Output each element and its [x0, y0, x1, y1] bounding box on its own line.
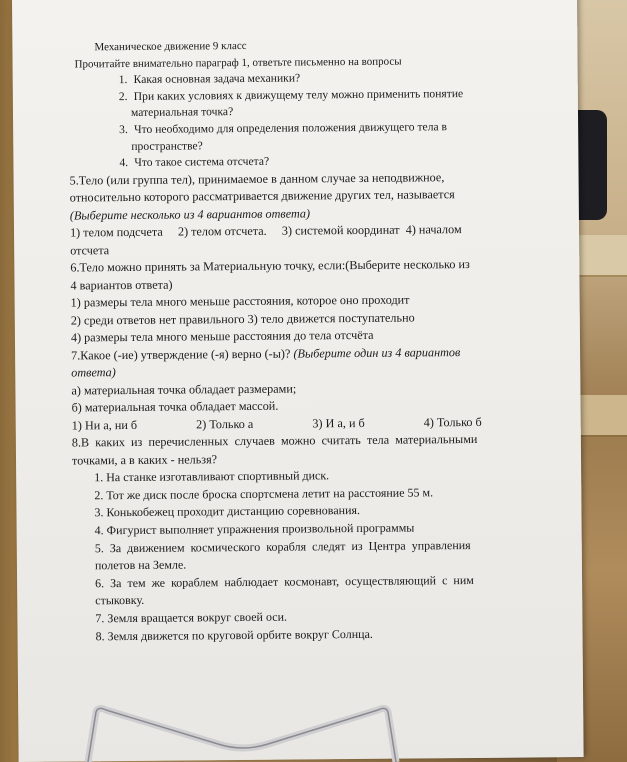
paper-holder-stand — [78, 700, 408, 762]
options: 1) Ни а, ни б 2) Только а 3) И а, и б 4) Только б — [71, 414, 482, 433]
paper-sheet — [12, 0, 584, 762]
question-8: 8.В каких из перечисленных случаев можно считать тела материальными точками, а в каких - нельзя? 1. На станке изготавливают спортивный диск. 2. Тот же диск после броска спортсмена летит на расстояние 55 м. 3. Конькобежец проходит дистанцию соревнования. 4. Фигурист выполняет упражнения произвольной программы 5. За движением космического корабля следят из Центра управления полетов на Земле. 6. За тем же кораблем наблюдает космонавт, осуществляющий с ним стыковку. 7. Земля вращается вокруг своей оси. 8. Земля движется по круговой орбите вокруг Солнца. — [72, 431, 544, 646]
list-item: 3. Конькобежец проходит дистанцию соревнования. — [94, 503, 361, 520]
list-item: 1. На станке изготавливают спортивный диск. — [94, 468, 330, 485]
hint: (Выберите несколько из 4 вариантов ответа) — [69, 206, 311, 223]
question-list — [69, 69, 540, 173]
question-item: 3. Что необходимо для определения положения движущего тела в — [119, 120, 448, 137]
list-item: 8. Земля движется по круговой орбите вокруг Солнца. — [95, 626, 373, 643]
list-item: 4. Фигурист выполняет упражнения произвольной программы — [94, 520, 415, 538]
question-5: 5.Тело (или группа тел), принимаемое в данном случае за неподвижное, относительно которого рассматривается движение других тел, называется (Выберите несколько из 4 вариантов ответа) 1) телом подсчета 2) телом отсчета. 3) системой координат 4) началом отсчета — [70, 168, 541, 260]
question-item: 2. При каких условиях к движущему телу можно применить понятие — [118, 86, 464, 103]
list-item: 7. Земля вращается вокруг своей оси. — [95, 609, 288, 626]
options: 1) телом подсчета 2) телом отсчета. 3) системой координат 4) началом — [69, 222, 462, 240]
question-7: 7.Какое (-ие) утверждение (-я) верно (-ы)? (Выберите один из 4 вариантов ответа) а) материальная точка обладает размерами; б) материальная точка обладает массой. 1) Ни а, ни б 2) Только а 3) И а, и б 4) Только б — [71, 343, 542, 435]
worksheet — [68, 35, 543, 645]
question-item: 4. Что такое система отсчета? — [119, 154, 270, 170]
question-cont: материальная точка? — [130, 105, 234, 120]
list-item: 5. За движением космического корабля следят из Центра управления — [94, 537, 471, 555]
list-item: 6. За тем же кораблем наблюдает космонавт, осуществляющий с ним — [95, 572, 474, 591]
list-item: 2. Тот же диск после броска спортсмена летит на расстояние 55 м. — [94, 485, 434, 503]
list-item-cont: полетов на Земле. — [94, 557, 187, 573]
question-6: 6.Тело можно принять за Материальную точку, если:(Выберите несколько из 4 вариантов ответа) 1) размеры тела много меньше расстояния, которое оно проходит 2) среди ответов нет правильного 3) тело движется поступательно 4) размеры тела много меньше расстояния до тела отсчёта — [70, 257, 470, 345]
instruction: Прочитайте внимательно параграф 1, ответьте письменно на вопросы — [74, 55, 402, 71]
list-item-cont: стыковку. — [95, 593, 145, 608]
question-cont: пространстве? — [131, 138, 203, 153]
page-title: Механическое движение 9 класс — [94, 39, 247, 54]
question-item: 1. Какая основная задача механики? — [118, 71, 301, 87]
case-list — [94, 466, 544, 646]
